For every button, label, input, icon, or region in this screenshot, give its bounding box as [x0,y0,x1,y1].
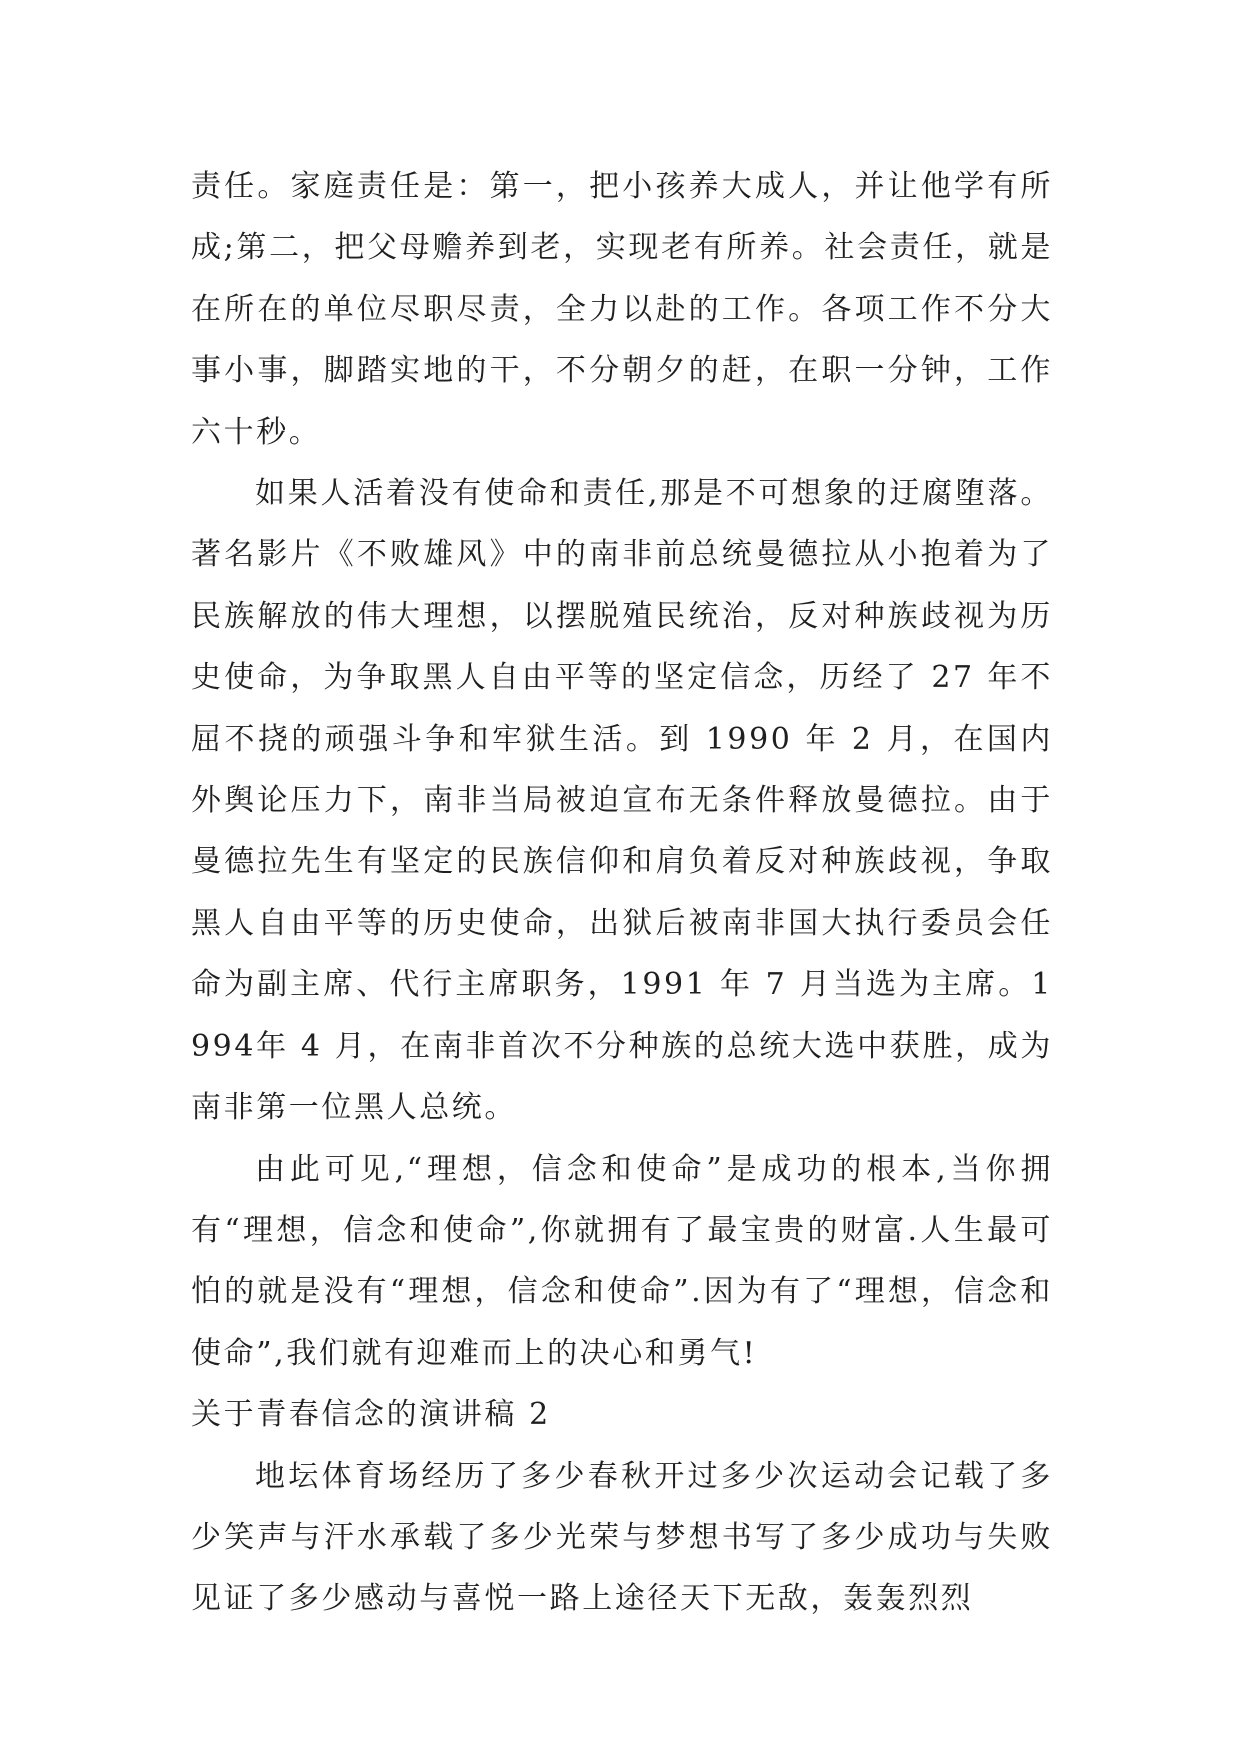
document-body [191,156,1053,1630]
paragraph-ditan-stadium: 地坛体育场经历了多少春秋开过多少次运动会记载了多少笑声与汗水承载了多少光荣与梦想书写了多少成功与失败见证了多少感动与喜悦一路上途径天下无敌，轰轰烈烈 [191,1458,1053,1617]
paragraph-conclusion: 由此可见,“理想，信念和使命”是成功的根本,当你拥有“理想，信念和使命”,你就拥有了最宝贵的财富.人生最可怕的就是没有“理想，信念和使命”.因为有了“理想，信念和使命”,我们就有迎难而上的决心和勇气! [191,1151,1053,1371]
paragraph-mandela: 如果人活着没有使命和责任,那是不可想象的迂腐堕落。著名影片《不败雄风》中的南非前总统曼德拉从小抱着为了民族解放的伟大理想，以摆脱殖民统治，反对种族歧视为历史使命，为争取黑人自由平等的坚定信念，历经了 27 年不屈不挠的顽强斗争和牢狱生活。到 1990 年 2 月，在国内外舆论压力下，南非当局被迫宣布无条件释放曼德拉。由于曼德拉先生有坚定的民族信仰和肩负着反对种族歧视，争取黑人自由平等的历史使命，出狱后被南非国大执行委员会任命为副主席、代行主席职务，1991 年 7 月当选为主席。1994年 4 月，在南非首次不分种族的总统大选中获胜，成为南非第一位黑人总统。 [191,476,1053,1126]
paragraph-responsibility: 责任。家庭责任是：第一，把小孩养大成人，并让他学有所成;第二，把父母赡养到老，实现老有所养。社会责任，就是在所在的单位尽职尽责，全力以赴的工作。各项工作不分大事小事，脚踏实地的干，不分朝夕的赶，在职一分钟，工作六十秒。 [191,169,1053,450]
section-heading: 关于青春信念的演讲稿 2 [191,1397,551,1433]
